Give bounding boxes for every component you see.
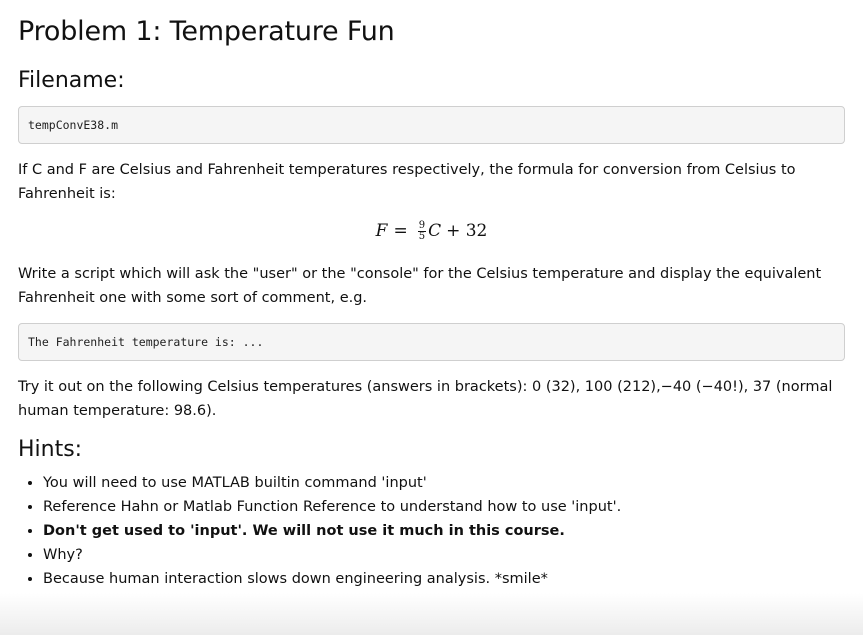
task-paragraph: Write a script which will ask the "user" or the "console" for the Celsius temperature and display the equivalent Fahrenheit one with some sort of comment, e.g. bbox=[18, 266, 822, 306]
page-title: Problem 1: Temperature Fun bbox=[18, 16, 395, 47]
bottom-fade bbox=[0, 593, 863, 635]
formula-lhs: F bbox=[375, 221, 388, 241]
filename-code-block bbox=[18, 106, 845, 144]
example-output-block bbox=[18, 323, 845, 361]
hint-item: • Reference Hahn or Matlab Function Reference to understand how to use 'input'. bbox=[43, 495, 845, 519]
formula-equals: = bbox=[393, 221, 408, 241]
fraction-denominator: 5 bbox=[418, 230, 426, 242]
hint-item: • Because human interaction slows down engineering analysis. *smile* bbox=[43, 567, 845, 591]
filename-text: tempConvE38.m bbox=[28, 118, 119, 132]
filename-heading: Filename: bbox=[18, 68, 125, 93]
example-output-text: The Fahrenheit temperature is: ... bbox=[28, 335, 264, 349]
fraction-numerator: 9 bbox=[418, 219, 426, 231]
intro-paragraph: If C and F are Celsius and Fahrenheit temperatures respectively, the formula for conversion from Celsius to Fahrenheit is: bbox=[18, 162, 796, 202]
formula-constant: + 32 bbox=[446, 221, 488, 241]
formula-fraction bbox=[418, 221, 426, 242]
hint-item: • Why? bbox=[43, 543, 845, 567]
hints-list bbox=[18, 471, 845, 591]
tryout-paragraph: Try it out on the following Celsius temperatures (answers in brackets): 0 (32), 100 (212),−40 (−40!), 37 (normal human temperature: 98.6). bbox=[18, 379, 833, 419]
hint-item-bold: • Don't get used to 'input'. We will not use it much in this course. bbox=[43, 519, 845, 543]
conversion-formula bbox=[18, 214, 845, 248]
formula-variable: C bbox=[428, 221, 442, 241]
hint-item: • You will need to use MATLAB builtin command 'input' bbox=[43, 471, 845, 495]
hints-heading: Hints: bbox=[18, 437, 83, 462]
